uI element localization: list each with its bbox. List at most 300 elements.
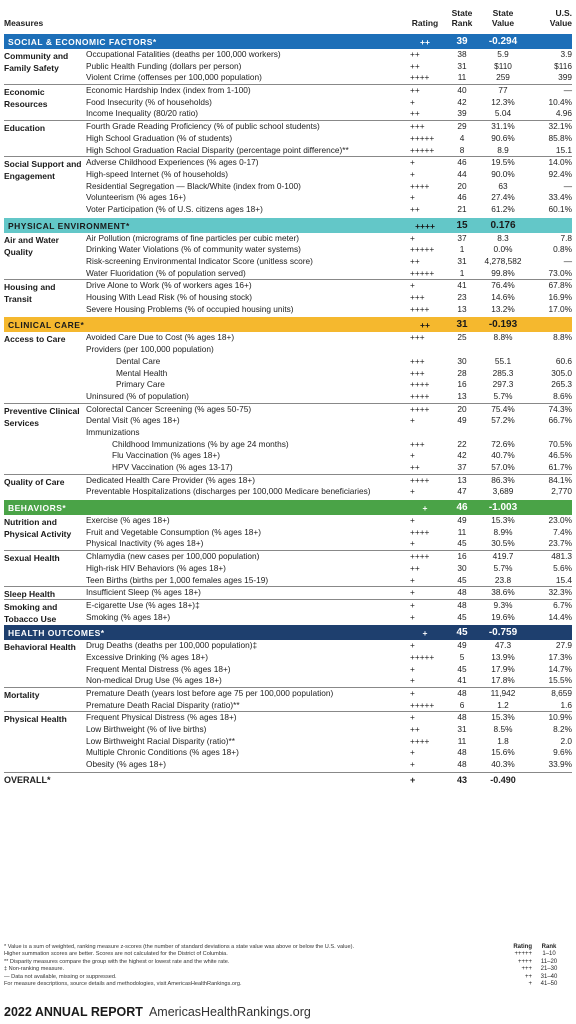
measure-us-value: 74.3% <box>548 403 572 414</box>
measure-us-value: 23.0% <box>548 515 572 526</box>
measure-rank: 48 <box>457 712 467 723</box>
measure-row <box>4 612 572 624</box>
measure-rank: 45 <box>457 663 467 674</box>
measure-row <box>4 563 572 575</box>
section-header <box>4 317 572 332</box>
measure-name: Teen Births (births per 1,000 females ages 15-19) <box>86 574 269 585</box>
measure-name: Violent Crime (offenses per 100,000 population) <box>86 72 262 83</box>
measure-row <box>4 747 572 759</box>
measure-row <box>4 551 572 563</box>
header-us-value: U.S. Value <box>549 8 572 28</box>
measure-row <box>4 427 572 439</box>
measure-name: Uninsured (% of population) <box>86 390 189 401</box>
measure-state-value: 4,278,582 <box>484 256 522 266</box>
measure-rank: 38 <box>457 49 467 59</box>
measure-rank: 48 <box>457 759 467 770</box>
measure-row <box>4 233 572 245</box>
measure-state-value: 19.6% <box>491 611 515 622</box>
measure-rating: + <box>410 96 415 107</box>
category-group <box>4 586 572 599</box>
measure-row <box>4 475 572 487</box>
measure-row <box>4 712 572 724</box>
section-rating: + <box>422 628 428 639</box>
measure-row <box>4 515 572 527</box>
category-name: Mortality <box>4 690 40 700</box>
measure-us-value: 1.6 <box>560 699 572 710</box>
legend-rating: +++++ <box>514 951 532 958</box>
measure-rank: 47 <box>457 486 467 497</box>
measure-us-value: 7.4% <box>553 526 572 537</box>
measure-name: Economic Hardship Index (index from 1-100) <box>86 85 251 96</box>
measure-us-value: $116 <box>554 60 572 71</box>
measure-us-value: 92.4% <box>548 168 572 179</box>
report-title: 2022 ANNUAL REPORT <box>4 1005 143 1019</box>
measure-name: Volunteerism (% ages 16+) <box>86 192 186 203</box>
measure-state-value: 38.6% <box>491 587 515 598</box>
measure-row <box>4 675 572 687</box>
category-group <box>4 156 572 215</box>
measure-name: High-speed Internet (% of households) <box>86 168 229 179</box>
measure-row <box>4 157 572 169</box>
section-title: CLINICAL CARE* <box>8 320 85 331</box>
measure-name: Colorectal Cancer Screening (% ages 50-75) <box>86 403 252 414</box>
measure-rank: 16 <box>457 379 467 390</box>
measure-state-value: 30.5% <box>491 538 515 549</box>
measure-rating: + <box>410 415 415 426</box>
measure-name: Physical Inactivity (% ages 18+) <box>86 538 204 549</box>
category-group <box>4 474 572 498</box>
measure-row <box>4 244 572 256</box>
measure-rank: 41 <box>457 675 467 686</box>
measure-rating: ++ <box>410 562 420 573</box>
measure-name: Low Birthweight (% of live births) <box>86 724 207 735</box>
measure-state-value: 13.2% <box>491 303 515 314</box>
measure-state-value: 55.1 <box>494 355 512 366</box>
measure-rank: 46 <box>457 192 467 203</box>
measure-name: HPV Vaccination (% ages 13-17) <box>112 462 233 472</box>
measure-state-value: 297.3 <box>492 379 514 390</box>
category-name: Smoking and Tobacco Use <box>4 601 58 624</box>
measure-state-value: 8.8% <box>493 332 513 343</box>
category-name: Education <box>4 123 46 134</box>
header-state-rank: State Rank <box>451 8 473 28</box>
measure-row <box>4 450 572 462</box>
measure-state-value: 27.4% <box>491 192 515 203</box>
rating-legend <box>500 944 570 988</box>
measure-rank: 49 <box>457 415 467 426</box>
footnote-line: * Value is a sum of weighted, ranking measure z-scores (the number of standard deviations a state value was above or below the U.S. value). <box>4 944 354 950</box>
measure-row <box>4 688 572 700</box>
section-title: HEALTH OUTCOMES* <box>8 628 105 639</box>
measure-rank: 42 <box>457 96 467 107</box>
category-group <box>4 84 572 120</box>
measure-us-value: 33.4% <box>548 192 572 203</box>
measure-row <box>4 724 572 736</box>
measure-row <box>4 368 572 380</box>
section-value: -0.759 <box>488 627 518 639</box>
legend-row <box>500 959 570 966</box>
legend-rating: ++++ <box>517 958 532 965</box>
legend-rating: +++ <box>521 966 532 973</box>
measure-row <box>4 462 572 474</box>
measure-row <box>4 133 572 145</box>
measure-state-value: 57.2% <box>491 415 515 426</box>
overall-value: -0.490 <box>490 774 516 785</box>
measure-row <box>4 108 572 120</box>
measure-us-value: 10.9% <box>548 712 572 723</box>
measure-rank: 29 <box>457 121 467 132</box>
measure-state-value: 31.1% <box>491 121 515 132</box>
measure-us-value: 61.7% <box>548 462 572 472</box>
measure-name: Exercise (% ages 18+) <box>86 515 170 526</box>
measure-name: High-risk HIV Behaviors (% ages 18+) <box>86 562 226 573</box>
measure-rating: ++ <box>410 85 420 96</box>
section-header <box>4 500 572 515</box>
measure-us-value: 84.1% <box>548 474 572 485</box>
measure-state-value: 47.3 <box>494 640 512 651</box>
category-name: Sleep Health <box>4 589 56 600</box>
measure-state-value: 86.3% <box>491 474 515 485</box>
measure-state-value: 15.3% <box>491 515 515 526</box>
measure-rank: 37 <box>457 462 467 472</box>
measure-state-value: 15.3% <box>491 712 515 723</box>
measure-state-value: 77 <box>498 85 508 96</box>
measure-us-value: 7.8 <box>560 232 572 243</box>
measure-state-value: 17.8% <box>491 675 515 686</box>
measure-row <box>4 652 572 664</box>
measure-rank: 45 <box>457 538 467 549</box>
measure-us-value: 23.7% <box>548 538 572 549</box>
category-group <box>4 687 572 711</box>
measure-us-value: 8.6% <box>553 390 572 401</box>
measure-us-value: 46.5% <box>548 450 572 461</box>
measure-state-value: 5.04 <box>494 108 512 119</box>
measure-rating: + <box>410 574 415 585</box>
measure-state-value: $110 <box>494 60 512 71</box>
measure-row <box>4 181 572 193</box>
measure-us-value: 15.1 <box>555 144 572 155</box>
measure-row <box>4 379 572 391</box>
measure-state-value: 15.6% <box>491 747 515 758</box>
category-name: Behavioral Health <box>4 642 76 653</box>
measure-rating: +++ <box>410 292 425 303</box>
measure-row <box>4 280 572 292</box>
legend-rank: 1–10 <box>542 951 556 958</box>
measure-rank: 1 <box>459 267 465 278</box>
measure-name: Fruit and Vegetable Consumption (% ages 18+) <box>86 526 262 537</box>
measure-rating: + <box>410 157 415 168</box>
measure-rating: ++++ <box>410 379 430 390</box>
measure-state-value: 259 <box>496 72 510 83</box>
section-rank: 39 <box>456 36 468 47</box>
measure-row <box>4 587 572 599</box>
measure-rank: 11 <box>457 72 467 83</box>
category-group <box>4 279 572 315</box>
category-name: Air and Water Quality <box>4 234 59 257</box>
category-group <box>4 599 572 623</box>
section-rank: 15 <box>456 219 468 231</box>
measure-rating: ++++ <box>410 735 430 746</box>
measure-rating: ++ <box>410 108 420 119</box>
measure-rank: 8 <box>459 144 465 155</box>
measures-table <box>4 32 572 786</box>
measure-row <box>4 356 572 368</box>
measure-rating: + <box>410 611 415 622</box>
measure-us-value: 85.8% <box>548 132 572 143</box>
measure-rank: 1 <box>459 244 465 255</box>
measure-row <box>4 391 572 403</box>
measure-us-value: 60.6 <box>555 355 572 366</box>
measure-rating: ++++ <box>410 551 430 562</box>
category-name: Access to Care <box>4 334 66 345</box>
measure-rating: +++ <box>410 355 425 366</box>
footnote-line: Higher summation scores are better. Scores are not calculated for the District of Columbia. <box>4 951 228 958</box>
category-group <box>4 640 572 687</box>
measure-us-value: 66.7% <box>548 415 572 426</box>
measure-name: Mental Health <box>116 367 168 378</box>
measure-name: Non-medical Drug Use (% ages 18+) <box>86 675 222 686</box>
measure-name: Premature Death (years lost before age 75 per 100,000 population) <box>86 688 334 698</box>
measure-rank: 22 <box>457 438 467 449</box>
measure-row <box>4 486 572 498</box>
overall-label: OVERALL* <box>4 774 51 785</box>
measure-rating: +++++ <box>410 699 435 710</box>
measure-rank: 49 <box>457 640 467 651</box>
measure-rating: ++ <box>410 60 420 71</box>
measure-state-value: 0.0% <box>493 244 513 255</box>
measure-state-value: 5.9 <box>497 49 509 59</box>
measure-row <box>4 344 572 356</box>
category-group <box>4 403 572 474</box>
measure-name: Adverse Childhood Experiences (% ages 0-17) <box>86 157 259 168</box>
measure-rank: 6 <box>459 699 465 710</box>
measure-rank: 40 <box>457 85 467 96</box>
measure-name: Occupational Fatalities (deaths per 100,000 workers) <box>86 49 281 59</box>
measure-state-value: 14.6% <box>491 292 515 303</box>
measure-us-value: 14.7% <box>548 663 572 674</box>
category-name: Nutrition and Physical Activity <box>4 517 72 540</box>
measure-rating: +++++ <box>410 132 435 143</box>
measure-name: Smoking (% ages 18+) <box>86 611 171 622</box>
measure-us-value: 3.9 <box>560 49 572 59</box>
measure-rating: +++ <box>410 438 425 449</box>
measure-name: Excessive Drinking (% ages 18+) <box>86 651 208 662</box>
measure-name: Immunizations <box>86 426 140 437</box>
measure-name: Primary Care <box>116 379 165 390</box>
measure-rank: 21 <box>457 203 467 214</box>
measure-name: Risk-screening Environmental Indicator Score (unitless score) <box>86 256 313 266</box>
measure-state-value: 99.8% <box>491 267 515 278</box>
measure-us-value: 5.6% <box>553 562 572 573</box>
category-name: Preventive Clinical Services <box>4 405 80 428</box>
measure-rank: 48 <box>457 688 467 698</box>
measure-state-value: 9.3% <box>493 599 513 610</box>
measure-name: Preventable Hospitalizations (discharges per 100,000 Medicare beneficiaries) <box>86 486 371 497</box>
measure-name: E-cigarette Use (% ages 18+)‡ <box>86 599 200 610</box>
measure-us-value: 70.5% <box>548 438 572 449</box>
measure-row <box>4 600 572 612</box>
measure-row <box>4 304 572 316</box>
section-rank: 46 <box>456 502 468 514</box>
measure-state-value: 8.9% <box>493 526 513 537</box>
section-value: -1.003 <box>488 502 518 514</box>
measure-state-value: 57.0% <box>491 462 515 472</box>
section-header <box>4 218 572 233</box>
header-rating: Rating <box>411 18 439 28</box>
measure-row <box>4 169 572 181</box>
measure-us-value: — <box>563 180 572 191</box>
header-state-value: State Value <box>491 8 515 28</box>
measure-state-value: 12.3% <box>491 96 515 107</box>
legend-rank: 31–40 <box>540 973 558 980</box>
measure-rating: + <box>410 192 415 203</box>
section-rating: ++++ <box>415 220 435 231</box>
measure-rating: + <box>410 759 415 770</box>
section-rank: 31 <box>456 319 468 331</box>
measure-rating: ++ <box>410 256 420 266</box>
legend-rating: + <box>528 981 532 988</box>
section-header <box>4 625 572 640</box>
measure-name: Dedicated Health Care Provider (% ages 18+) <box>86 474 256 485</box>
measure-rating: + <box>410 587 415 598</box>
website-link[interactable]: AmericasHealthRankings.org <box>148 1005 311 1019</box>
legend-rating-header: Rating <box>513 944 532 950</box>
measure-rating: ++ <box>410 462 420 472</box>
measure-us-value: 67.8% <box>548 280 572 291</box>
measure-name: Childhood Immunizations (% by age 24 months) <box>112 438 289 449</box>
section-rating: ++ <box>420 37 430 47</box>
section-title: SOCIAL & ECONOMIC FACTORS* <box>8 37 157 47</box>
measure-rank: 39 <box>457 108 467 119</box>
measure-state-value: 17.9% <box>491 663 515 674</box>
measure-rank: 45 <box>457 574 467 585</box>
measure-row <box>4 204 572 216</box>
category-group <box>4 120 572 156</box>
measure-rating: + <box>410 515 415 526</box>
section-title: BEHAVIORS* <box>8 503 67 514</box>
measure-rank: 49 <box>457 515 467 526</box>
section-value: 0.176 <box>490 219 516 231</box>
measure-state-value: 90.6% <box>491 132 515 143</box>
measure-state-value: 76.4% <box>491 280 515 291</box>
section-header <box>4 34 572 49</box>
measure-rating: + <box>410 168 415 179</box>
measure-rating: ++++ <box>410 390 430 401</box>
measure-name: Low Birthweight Racial Disparity (ratio)** <box>86 735 235 746</box>
legend-rank: 21–30 <box>540 966 558 973</box>
measure-rating: ++++ <box>410 180 430 191</box>
measure-state-value: 8.9 <box>497 144 509 155</box>
measure-us-value: 2,770 <box>551 486 572 497</box>
measure-rank: 46 <box>457 157 467 168</box>
measure-rank: 30 <box>457 562 467 573</box>
measure-name: Premature Death Racial Disparity (ratio)** <box>86 699 240 710</box>
legend-rank: 41–50 <box>540 981 558 988</box>
category-group <box>4 332 572 402</box>
measure-name: Drug Deaths (deaths per 100,000 population)‡ <box>86 640 258 651</box>
section-rating: + <box>422 503 428 514</box>
section-rank: 45 <box>456 627 468 639</box>
measure-name: Residential Segregation — Black/White (index from 0-100) <box>86 180 301 191</box>
measure-us-value: 14.4% <box>548 611 572 622</box>
measure-rating: ++++ <box>410 474 430 485</box>
measure-row <box>4 439 572 451</box>
measure-row <box>4 145 572 157</box>
measure-name: Dental Visit (% ages 18+) <box>86 415 180 426</box>
category-group <box>4 515 572 550</box>
measure-us-value: 265.3 <box>551 379 572 390</box>
measure-us-value: — <box>563 85 572 96</box>
measure-state-value: 419.7 <box>492 551 514 562</box>
measure-name: Frequent Mental Distress (% ages 18+) <box>86 663 231 674</box>
measure-row <box>4 97 572 109</box>
measure-state-value: 1.2 <box>497 699 509 710</box>
measure-us-value: 32.1% <box>548 121 572 132</box>
measure-rating: +++++ <box>410 244 435 255</box>
measure-rank: 48 <box>457 747 467 758</box>
measure-us-value: 6.7% <box>553 599 572 610</box>
measure-state-value: 5.7% <box>493 390 513 401</box>
measure-rank: 11 <box>457 526 467 537</box>
measure-rating: + <box>410 232 415 243</box>
measure-us-value: 8.2% <box>553 724 572 735</box>
measure-row <box>4 292 572 304</box>
measure-name: High School Graduation Racial Disparity (percentage point difference)** <box>86 144 349 155</box>
measure-rating: +++++ <box>410 267 435 278</box>
measure-us-value: 15.4 <box>555 574 572 585</box>
legend-rating: ++ <box>524 973 532 980</box>
measure-rank: 4 <box>459 132 465 143</box>
measure-state-value: 13.9% <box>491 651 515 662</box>
category-group <box>4 233 572 280</box>
measure-row <box>4 256 572 268</box>
measure-name: Providers (per 100,000 population) <box>86 344 214 355</box>
measure-us-value: 33.9% <box>548 759 572 770</box>
measure-us-value: 27.9 <box>555 640 572 651</box>
measure-name: Housing With Lead Risk (% of housing stock) <box>86 292 253 303</box>
measure-rank: 31 <box>457 256 467 266</box>
measure-state-value: 23.8 <box>494 574 512 585</box>
measure-state-value: 72.6% <box>491 438 515 449</box>
measure-name: Flu Vaccination (% ages 18+) <box>112 450 220 461</box>
measure-name: Income Inequality (80/20 ratio) <box>86 108 199 119</box>
measure-rating: + <box>410 712 415 723</box>
measure-row <box>4 640 572 652</box>
footnotes <box>4 944 464 988</box>
measure-us-value: 60.1% <box>548 203 572 214</box>
measure-us-value: 16.9% <box>548 292 572 303</box>
measure-name: Dental Care <box>116 355 161 366</box>
category-group <box>4 711 572 770</box>
measure-name: High School Graduation (% of students) <box>86 132 233 143</box>
measure-row <box>4 415 572 427</box>
section-value: -0.193 <box>488 319 518 331</box>
measure-state-value: 11,942 <box>490 688 516 698</box>
measure-rating: + <box>410 640 415 651</box>
measure-us-value: 10.4% <box>548 96 572 107</box>
measure-us-value: 8.8% <box>553 332 572 343</box>
measure-rank: 41 <box>457 280 467 291</box>
measure-rank: 13 <box>457 474 467 485</box>
measure-rating: ++ <box>410 203 420 214</box>
legend-row <box>500 981 570 988</box>
footnote-line: — Data not available, missing or suppressed. <box>4 973 117 980</box>
measure-rating: +++ <box>410 121 425 132</box>
measure-name: Severe Housing Problems (% of occupied housing units) <box>86 303 294 314</box>
measure-us-value: 73.0% <box>548 267 572 278</box>
measure-rating: + <box>410 486 415 497</box>
measure-rank: 44 <box>457 168 467 179</box>
